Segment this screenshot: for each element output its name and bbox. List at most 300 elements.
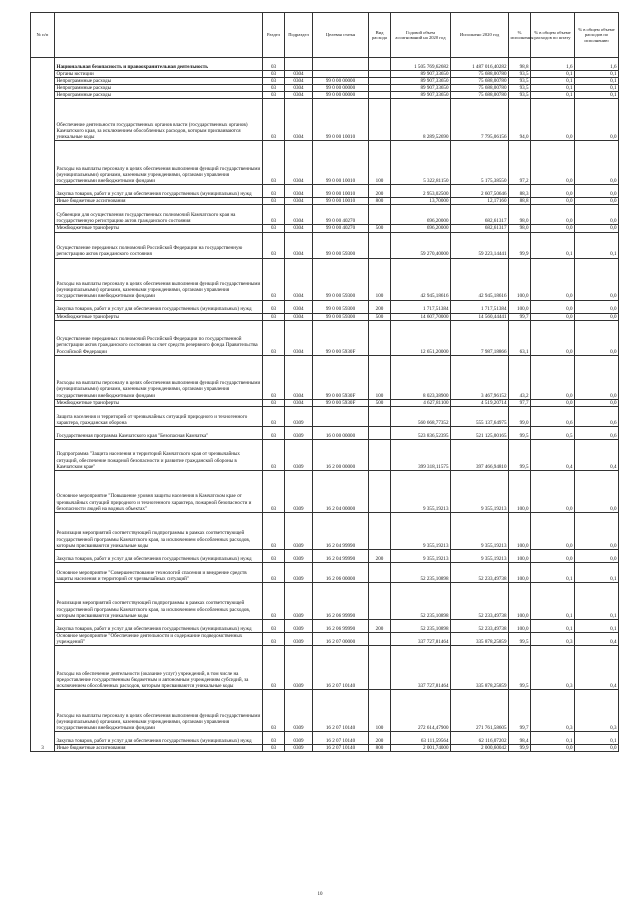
- row-percent: 88,8: [509, 198, 531, 205]
- row-name: Реализация мероприятий соответствующей подпрограммы в рамках соответствующей государственной программы Камчатского края, за исключением обособленных расходов, которым присваиваются уникальные коды: [55, 582, 263, 619]
- row-podrazdel: [285, 58, 313, 71]
- row-podrazdel: 0309: [285, 744, 313, 751]
- row-target-article: 16 2 04 99990: [313, 512, 369, 549]
- row-podrazdel: 0309: [285, 549, 313, 562]
- row-name: Расходы на выплаты персоналу в целях обеспечения выполнения функций государственными (муниципальными) органами, казенными учреждениями, органами управления государственными внебюджетными фондами: [55, 258, 263, 300]
- row-expense-type: [369, 439, 391, 470]
- row-fact: 1 487 016,40282: [451, 58, 509, 71]
- row-plan: 9 355,19213: [391, 470, 451, 512]
- row-plan: 560 668,77352: [391, 406, 451, 426]
- row-percent: 98,4: [509, 731, 531, 744]
- row-podrazdel: 0309: [285, 470, 313, 512]
- row-share-total: 0,0: [531, 512, 575, 549]
- row-share-fin: 0,4: [575, 645, 619, 689]
- row-name: Подпрограмма "Защита населения и территорий Камчатского края от чрезвычайных ситуаций, обеспечение пожарной безопасности и развитие гражданской обороны в Камчатском крае": [55, 439, 263, 470]
- row-podrazdel: 0304: [285, 232, 313, 258]
- row-target-article: 99 0 00 40270: [313, 205, 369, 225]
- row-share-total: 0,1: [531, 232, 575, 258]
- header-share-total: % в общем объеме расходов по штату: [531, 13, 575, 58]
- row-share-total: 0,0: [531, 198, 575, 205]
- row-share-total: 0,0: [531, 470, 575, 512]
- row-share-total: 0,0: [531, 549, 575, 562]
- row-plan: 523 836,52395: [391, 426, 451, 439]
- row-podrazdel: 0309: [285, 582, 313, 619]
- header-fact: Исполнено 2020 год: [451, 13, 509, 58]
- row-fact: 682,61317: [451, 225, 509, 232]
- row-plan: 9 355,19213: [391, 512, 451, 549]
- header-plan: Годовой объем ассигнований на 2020 год: [391, 13, 451, 58]
- row-fact: 521 125,00165: [451, 426, 509, 439]
- row-razdel: 03: [263, 619, 285, 632]
- row-plan: 337 727,81464: [391, 645, 451, 689]
- row-percent: 100,0: [509, 562, 531, 582]
- row-expense-type: [369, 92, 391, 99]
- row-target-article: 16 2 07 10140: [313, 645, 369, 689]
- row-target-article: 16 2 07 00000: [313, 632, 369, 645]
- row-share-total: 0,0: [531, 258, 575, 300]
- row-percent: 99,9: [509, 744, 531, 751]
- row-podrazdel: 0304: [285, 99, 313, 141]
- row-target-article: 99 0 00 5930F: [313, 320, 369, 355]
- row-target-article: 16 0 00 00000: [313, 426, 369, 439]
- row-share-total: 0,0: [531, 300, 575, 313]
- row-target-article: 99 0 00 10010: [313, 141, 369, 185]
- row-percent: 98,0: [509, 205, 531, 225]
- row-share-fin: 1,6: [575, 58, 619, 71]
- row-expense-type: [369, 406, 391, 426]
- row-plan: 52 235,10898: [391, 619, 451, 632]
- row-share-fin: 0,0: [575, 185, 619, 198]
- row-expense-type: 200: [369, 549, 391, 562]
- row-share-total: 0,0: [531, 313, 575, 320]
- row-share-fin: 0,6: [575, 426, 619, 439]
- table-header: [31, 13, 619, 58]
- row-percent: 63,1: [509, 320, 531, 355]
- row-name: Непрограммные расходы: [55, 85, 263, 92]
- section-index: 3: [31, 58, 55, 752]
- row-plan: 2 001,74000: [391, 744, 451, 751]
- row-podrazdel: 0304: [285, 355, 313, 399]
- row-plan: 399 318,11575: [391, 439, 451, 470]
- row-name: Осуществление переданных полномочий Российской Федерации на государственную регистрацию актов гражданского состояния: [55, 232, 263, 258]
- row-percent: 99,5: [509, 439, 531, 470]
- row-share-total: 0,0: [531, 141, 575, 185]
- row-name: Закупка товаров, работ и услуг для обеспечения государственных (муниципальных) нужд: [55, 619, 263, 632]
- row-razdel: 03: [263, 426, 285, 439]
- row-podrazdel: 0309: [285, 426, 313, 439]
- row-fact: 75 688,00780: [451, 92, 509, 99]
- row-razdel: 03: [263, 92, 285, 99]
- row-fact: 335 878,25859: [451, 632, 509, 645]
- table-row: [31, 85, 619, 92]
- row-plan: 272 614,47900: [391, 689, 451, 731]
- row-percent: 97,7: [509, 399, 531, 406]
- row-share-total: 0,3: [531, 632, 575, 645]
- row-expense-type: [369, 232, 391, 258]
- table-row: [31, 232, 619, 258]
- row-fact: 7 987,18866: [451, 320, 509, 355]
- row-percent: 94,0: [509, 99, 531, 141]
- row-name: Органы юстиции: [55, 71, 263, 78]
- row-target-article: 99 0 00 00000: [313, 92, 369, 99]
- row-podrazdel: 0304: [285, 225, 313, 232]
- row-share-total: 0,0: [531, 205, 575, 225]
- table-row: [31, 300, 619, 313]
- row-target-article: 16 2 07 10140: [313, 744, 369, 751]
- row-plan: 89 907,33650: [391, 85, 451, 92]
- row-podrazdel: 0304: [285, 205, 313, 225]
- table-row: [31, 185, 619, 198]
- row-expense-type: 200: [369, 619, 391, 632]
- table-row: [31, 71, 619, 78]
- row-percent: 99,9: [509, 232, 531, 258]
- row-target-article: [313, 406, 369, 426]
- row-expense-type: [369, 78, 391, 85]
- row-fact: 7 795,06156: [451, 99, 509, 141]
- row-plan: 13,70000: [391, 198, 451, 205]
- row-share-fin: 0,1: [575, 85, 619, 92]
- row-podrazdel: 0309: [285, 512, 313, 549]
- row-share-total: 0,1: [531, 562, 575, 582]
- row-expense-type: 500: [369, 313, 391, 320]
- row-expense-type: [369, 582, 391, 619]
- row-percent: 93,5: [509, 78, 531, 85]
- table-row: [31, 99, 619, 141]
- row-plan: 52 235,10898: [391, 582, 451, 619]
- row-razdel: 03: [263, 632, 285, 645]
- table-body: [31, 58, 619, 752]
- row-percent: 99,5: [509, 426, 531, 439]
- row-fact: 2 607,50646: [451, 185, 509, 198]
- row-razdel: 03: [263, 355, 285, 399]
- row-fact: 335 878,25859: [451, 645, 509, 689]
- row-razdel: 03: [263, 439, 285, 470]
- row-podrazdel: 0304: [285, 78, 313, 85]
- row-podrazdel: 0304: [285, 185, 313, 198]
- row-share-total: 0,1: [531, 619, 575, 632]
- row-share-total: 0,1: [531, 731, 575, 744]
- row-name: Иные бюджетные ассигнования: [55, 198, 263, 205]
- row-percent: 98,0: [509, 225, 531, 232]
- header-share-fin: % в общем объеме расходов по исполнению: [575, 13, 619, 58]
- row-expense-type: [369, 470, 391, 512]
- row-podrazdel: 0309: [285, 562, 313, 582]
- table-row: [31, 470, 619, 512]
- row-target-article: 99 0 00 40270: [313, 225, 369, 232]
- row-share-fin: 0,0: [575, 198, 619, 205]
- row-share-total: 0,6: [531, 406, 575, 426]
- row-share-total: 0,0: [531, 744, 575, 751]
- table-row: [31, 426, 619, 439]
- row-fact: 52 233,49738: [451, 582, 509, 619]
- row-share-total: 0,1: [531, 78, 575, 85]
- row-percent: 93,5: [509, 85, 531, 92]
- row-expense-type: [369, 205, 391, 225]
- table-row: [31, 744, 619, 751]
- table-row: [31, 205, 619, 225]
- row-razdel: 03: [263, 320, 285, 355]
- row-plan: 59 270,40000: [391, 232, 451, 258]
- row-plan: 52 235,10898: [391, 562, 451, 582]
- row-name: Закупка товаров, работ и услуг для обеспечения государственных (муниципальных) нужд: [55, 549, 263, 562]
- row-name: Осуществление переданных полномочий Российской Федерации по государственной регистрации актов гражданского состояния за счет средств резервного фонда Правительства Российской Федерации: [55, 320, 263, 355]
- row-name: Расходы на выплаты персоналу в целях обеспечения выполнения функций государственными (муниципальными) органами, казенными учреждениями, органами управления государственными внебюджетными фондами: [55, 689, 263, 731]
- row-name: Обеспечение деятельности государственных органов власти (государственных органов) Камчатского края, за исключением обособленных расходов, которым присваиваются уникальные коды: [55, 99, 263, 141]
- row-name: Непрограммные расходы: [55, 78, 263, 85]
- row-share-total: 0,3: [531, 645, 575, 689]
- row-plan: 14 607,70000: [391, 313, 451, 320]
- table-row: [31, 225, 619, 232]
- row-podrazdel: 0309: [285, 619, 313, 632]
- row-name: Закупка товаров, работ и услуг для обеспечения государственных (муниципальных) нужд: [55, 731, 263, 744]
- row-razdel: 03: [263, 85, 285, 92]
- row-expense-type: [369, 645, 391, 689]
- row-podrazdel: 0309: [285, 439, 313, 470]
- row-name: Реализация мероприятий соответствующей подпрограммы в рамках соответствующей государственной программы Камчатского края, за исключением обособленных расходов, которым присваиваются уникальные коды: [55, 512, 263, 549]
- row-target-article: 99 0 00 59300: [313, 313, 369, 320]
- row-percent: 99,5: [509, 645, 531, 689]
- row-razdel: 03: [263, 58, 285, 71]
- row-expense-type: 500: [369, 399, 391, 406]
- row-expense-type: 500: [369, 225, 391, 232]
- row-plan: 5 322,81150: [391, 141, 451, 185]
- row-fact: 12,17160: [451, 198, 509, 205]
- row-razdel: 03: [263, 78, 285, 85]
- row-share-fin: 0,1: [575, 731, 619, 744]
- row-name: Национальная безопасность и правоохранительная деятельность: [55, 58, 263, 71]
- row-target-article: 16 2 06 00000: [313, 562, 369, 582]
- row-percent: 97,2: [509, 141, 531, 185]
- row-target-article: 99 0 00 00000: [313, 78, 369, 85]
- header-name: [55, 13, 263, 58]
- row-share-fin: 0,1: [575, 92, 619, 99]
- row-percent: 99,7: [509, 689, 531, 731]
- row-fact: 5 175,38550: [451, 141, 509, 185]
- row-expense-type: [369, 85, 391, 92]
- row-razdel: 03: [263, 399, 285, 406]
- row-target-article: 16 2 06 99990: [313, 619, 369, 632]
- row-expense-type: 200: [369, 185, 391, 198]
- row-name: Расходы на выплаты персоналу в целях обеспечения выполнения функций государственными (муниципальными) органами, казенными учреждениями, органами управления государственными внебюджетными фондами: [55, 355, 263, 399]
- row-plan: 696,20000: [391, 205, 451, 225]
- row-name: Основное мероприятие "Совершенствование технологий спасения и внедрение средств защиты населения и территорий от чрезвычайных ситуаций": [55, 562, 263, 582]
- row-razdel: 03: [263, 549, 285, 562]
- row-fact: 555 137,64975: [451, 406, 509, 426]
- row-share-fin: 0,0: [575, 399, 619, 406]
- row-name: Государственная программа Камчатского края "Безопасная Камчатка": [55, 426, 263, 439]
- row-share-fin: 0,4: [575, 439, 619, 470]
- row-podrazdel: 0304: [285, 320, 313, 355]
- row-plan: 337 727,81464: [391, 632, 451, 645]
- row-fact: 75 688,00780: [451, 78, 509, 85]
- row-share-total: 0,4: [531, 439, 575, 470]
- row-share-fin: 0,1: [575, 78, 619, 85]
- row-podrazdel: 0304: [285, 85, 313, 92]
- row-name: Межбюджетные трансферты: [55, 225, 263, 232]
- row-target-article: 16 2 00 00000: [313, 439, 369, 470]
- row-expense-type: 100: [369, 689, 391, 731]
- row-razdel: 03: [263, 512, 285, 549]
- row-share-fin: 0,0: [575, 225, 619, 232]
- row-share-total: 0,0: [531, 355, 575, 399]
- row-fact: 62 116,07202: [451, 731, 509, 744]
- table-row: [31, 258, 619, 300]
- row-razdel: 03: [263, 731, 285, 744]
- table-row: [31, 582, 619, 619]
- row-podrazdel: 0304: [285, 313, 313, 320]
- row-share-fin: 0,0: [575, 744, 619, 751]
- row-razdel: 03: [263, 470, 285, 512]
- row-target-article: [313, 71, 369, 78]
- row-expense-type: 200: [369, 731, 391, 744]
- table-row: [31, 320, 619, 355]
- row-podrazdel: 0304: [285, 258, 313, 300]
- row-name: Расходы на выплаты персоналу в целях обеспечения выполнения функций государственными (муниципальными) органами, казенными учреждениями, органами управления государственными внебюджетными фондами: [55, 141, 263, 185]
- row-share-fin: 0,0: [575, 320, 619, 355]
- row-razdel: 03: [263, 300, 285, 313]
- row-podrazdel: 0304: [285, 92, 313, 99]
- row-share-fin: 0,0: [575, 512, 619, 549]
- header-target-article: Целевая статья: [313, 13, 369, 58]
- row-fact: 75 688,00780: [451, 85, 509, 92]
- row-target-article: 16 2 07 10140: [313, 731, 369, 744]
- row-percent: 100,0: [509, 258, 531, 300]
- row-share-total: 0,1: [531, 71, 575, 78]
- row-share-total: 0,0: [531, 399, 575, 406]
- row-podrazdel: 0309: [285, 645, 313, 689]
- row-expense-type: 100: [369, 258, 391, 300]
- header-percent: % исполнения: [509, 13, 531, 58]
- table-row: [31, 562, 619, 582]
- row-razdel: 03: [263, 258, 285, 300]
- row-plan: 8 023,38900: [391, 355, 451, 399]
- row-razdel: 03: [263, 562, 285, 582]
- row-plan: 63 111,59564: [391, 731, 451, 744]
- header-podrazdel: Подраздел: [285, 13, 313, 58]
- row-percent: 100,0: [509, 512, 531, 549]
- row-target-article: 99 0 00 10010: [313, 99, 369, 141]
- row-percent: 100,0: [509, 470, 531, 512]
- row-share-fin: 0,1: [575, 582, 619, 619]
- row-share-fin: 0,1: [575, 71, 619, 78]
- row-share-fin: 0,1: [575, 619, 619, 632]
- table-row: [31, 92, 619, 99]
- row-name: Основное мероприятие "Повышение уровня защиты населения в Камчатском крае от чрезвычайных ситуаций природного и техногенного характера, пожарной безопасности и безопасности людей на водных объектах": [55, 470, 263, 512]
- row-plan: 4 627,81100: [391, 399, 451, 406]
- row-expense-type: [369, 320, 391, 355]
- table-row: [31, 355, 619, 399]
- row-plan: 8 289,52690: [391, 99, 451, 141]
- row-name: Иные бюджетные ассигнования: [55, 744, 263, 751]
- row-expense-type: 800: [369, 198, 391, 205]
- table-row: [31, 439, 619, 470]
- row-share-fin: 0,0: [575, 470, 619, 512]
- row-podrazdel: 0304: [285, 141, 313, 185]
- row-target-article: 16 2 06 99990: [313, 582, 369, 619]
- row-target-article: 99 0 00 59300: [313, 258, 369, 300]
- row-percent: 43,2: [509, 355, 531, 399]
- row-plan: 89 907,33650: [391, 92, 451, 99]
- row-fact: 9 355,19213: [451, 470, 509, 512]
- row-expense-type: [369, 512, 391, 549]
- row-name: Непрограммные расходы: [55, 92, 263, 99]
- row-plan: 1 717,51384: [391, 300, 451, 313]
- table-row: [31, 58, 619, 71]
- row-razdel: 03: [263, 225, 285, 232]
- row-fact: 2 000,60042: [451, 744, 509, 751]
- row-share-fin: 0,0: [575, 549, 619, 562]
- row-fact: 52 233,49738: [451, 619, 509, 632]
- table-row: [31, 632, 619, 645]
- row-percent: 88,3: [509, 185, 531, 198]
- row-share-fin: 0,0: [575, 300, 619, 313]
- table-row: [31, 141, 619, 185]
- row-share-total: 0,0: [531, 185, 575, 198]
- row-percent: 99,7: [509, 313, 531, 320]
- row-expense-type: 200: [369, 300, 391, 313]
- row-razdel: 03: [263, 232, 285, 258]
- row-share-fin: 0,6: [575, 406, 619, 426]
- row-name: Межбюджетные трансферты: [55, 313, 263, 320]
- row-fact: 4 519,20714: [451, 399, 509, 406]
- row-fact: 14 560,44441: [451, 313, 509, 320]
- row-name: Субвенции для осуществления государственных полномочий Камчатского края на государственную регистрацию актов гражданского состояния: [55, 205, 263, 225]
- row-podrazdel: 0309: [285, 406, 313, 426]
- table-row: [31, 313, 619, 320]
- row-fact: 9 355,19213: [451, 549, 509, 562]
- row-razdel: 03: [263, 99, 285, 141]
- row-target-article: 99 0 00 5930F: [313, 399, 369, 406]
- row-plan: 89 907,33650: [391, 71, 451, 78]
- row-target-article: 16 2 04 99990: [313, 549, 369, 562]
- row-share-total: 0,3: [531, 689, 575, 731]
- row-expense-type: 100: [369, 355, 391, 399]
- row-target-article: 99 0 00 00000: [313, 85, 369, 92]
- row-fact: 9 355,19213: [451, 512, 509, 549]
- row-razdel: 03: [263, 406, 285, 426]
- row-plan: 1 505 769,62682: [391, 58, 451, 71]
- row-share-total: 0,5: [531, 426, 575, 439]
- table-row: [31, 689, 619, 731]
- row-target-article: 16 2 07 10140: [313, 689, 369, 731]
- table-row: [31, 198, 619, 205]
- row-expense-type: [369, 71, 391, 78]
- row-target-article: 99 0 00 5930F: [313, 355, 369, 399]
- row-podrazdel: 0309: [285, 632, 313, 645]
- row-podrazdel: 0304: [285, 71, 313, 78]
- row-target-article: 99 0 00 59300: [313, 300, 369, 313]
- table-row: [31, 619, 619, 632]
- table-row: [31, 512, 619, 549]
- row-name: Защита населения и территорий от чрезвычайных ситуаций природного и техногенного характера, гражданская оборона: [55, 406, 263, 426]
- row-percent: 93,5: [509, 71, 531, 78]
- row-share-fin: 0,0: [575, 141, 619, 185]
- row-share-fin: 0,0: [575, 99, 619, 141]
- row-podrazdel: 0309: [285, 731, 313, 744]
- row-razdel: 03: [263, 205, 285, 225]
- header-num: № п/п: [31, 13, 55, 58]
- table-row: [31, 731, 619, 744]
- row-razdel: 03: [263, 645, 285, 689]
- row-share-total: 0,1: [531, 85, 575, 92]
- row-percent: 99,5: [509, 632, 531, 645]
- row-plan: 696,20000: [391, 225, 451, 232]
- row-razdel: 03: [263, 198, 285, 205]
- row-razdel: 03: [263, 185, 285, 198]
- row-share-fin: 0,0: [575, 205, 619, 225]
- row-expense-type: [369, 99, 391, 141]
- header-razdel: Раздел: [263, 13, 285, 58]
